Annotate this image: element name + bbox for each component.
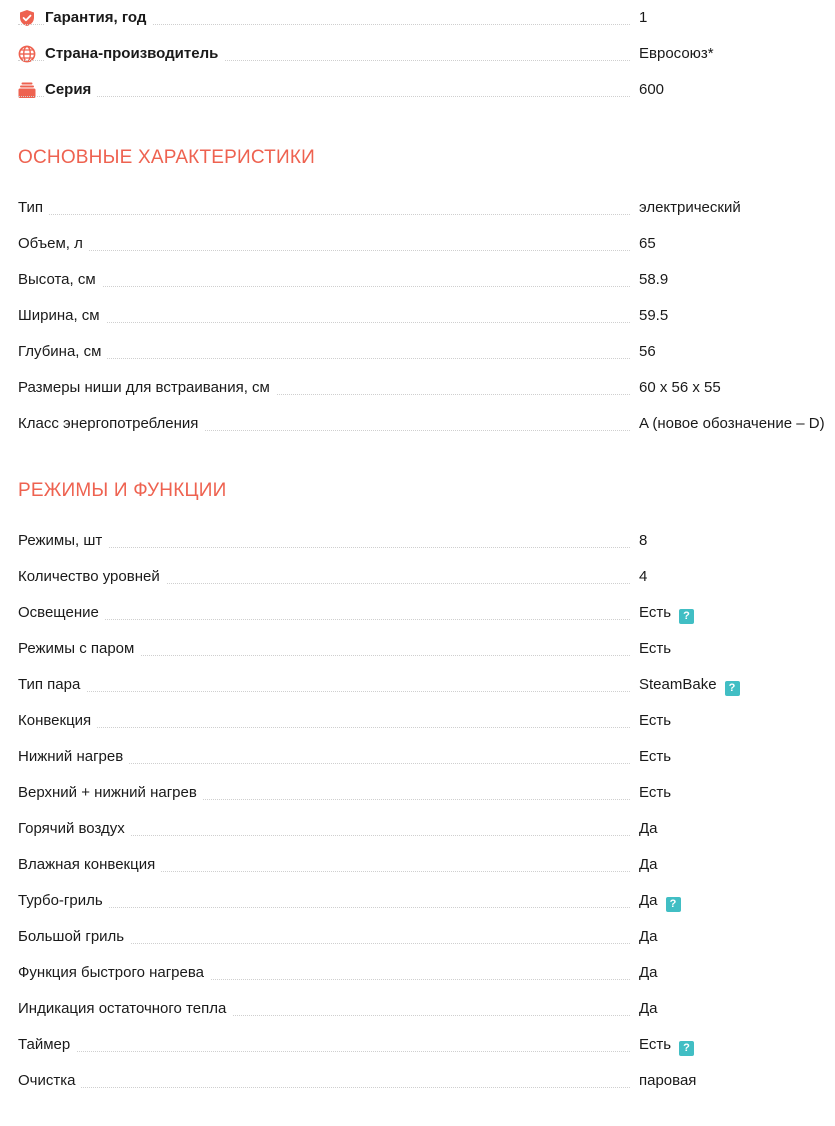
spec-value: 1 [639,9,648,26]
spec-row [18,991,835,1027]
spec-label: Глубина, см [18,334,107,370]
dotted-leader [18,727,630,728]
spec-row [18,595,835,631]
spec-row [18,370,835,406]
spec-value [639,667,740,703]
spec-label: Очистка [18,1063,81,1099]
spec-value: 600 [639,81,665,98]
spec-row [18,1063,835,1099]
spec-label: Турбо-гриль [18,883,109,919]
spec-row [18,262,835,298]
spec-row [18,775,835,811]
dotted-leader [18,286,630,287]
dotted-leader [18,1051,630,1052]
spec-row [18,631,835,667]
spec-label: Большой гриль [18,919,130,955]
spec-value: 59.5 [639,307,669,324]
dotted-leader [18,1087,630,1088]
spec-label: Страна-производитель [45,36,224,72]
spec-label: Таймер [18,1027,76,1063]
dotted-leader [18,619,630,620]
spec-label: Класс энергопотребления [18,406,204,442]
spec-label: Режимы, шт [18,523,108,559]
spec-value: Да [639,1000,658,1017]
spec-value: 65 [639,235,656,252]
dotted-leader [18,547,630,548]
spec-value: паровая [639,1072,697,1089]
dotted-leader [18,691,630,692]
spec-row [18,523,835,559]
spec-row [18,955,835,991]
spec-label: Горячий воздух [18,811,131,847]
spec-label: Режимы с паром [18,631,140,667]
spec-row [18,847,835,883]
spec-label: Серия [45,72,97,108]
spec-row [18,334,835,370]
spec-value: Есть [639,712,672,729]
spec-value [639,883,681,919]
spec-row [18,406,835,442]
spec-row [18,811,835,847]
dotted-leader [18,358,630,359]
spec-value-text: SteamBake [639,676,717,693]
spec-row [18,739,835,775]
spec-label: Индикация остаточного тепла [18,991,232,1027]
spec-value: Есть [639,784,672,801]
spec-row-series [18,72,835,108]
spec-value: электрический [639,199,741,216]
spec-value: A (новое обозначение – D) [639,415,825,432]
dotted-leader [18,907,630,908]
spec-value: 58.9 [639,271,669,288]
spec-value-text: Есть [639,1036,672,1053]
spec-label: Размеры ниши для встраивания, см [18,370,276,406]
spec-label: Высота, см [18,262,102,298]
spec-row [18,1027,835,1063]
dotted-leader [18,250,630,251]
spec-value: 56 [639,343,656,360]
spec-label: Количество уровней [18,559,166,595]
help-question-icon[interactable]: ? [666,897,681,912]
spec-row-warranty [18,0,835,36]
spec-row [18,919,835,955]
spec-value: Есть [639,640,672,657]
spec-value: Да [639,856,658,873]
spec-label: Ширина, см [18,298,106,334]
spec-value [639,595,694,631]
spec-value: Да [639,820,658,837]
spec-label: Освещение [18,595,105,631]
spec-row [18,226,835,262]
spec-row-country [18,36,835,72]
spec-label: Тип пара [18,667,86,703]
spec-value: 60 x 56 x 55 [639,379,721,396]
spec-label: Гарантия, год [45,0,152,36]
spec-value: Да [639,928,658,945]
spec-row [18,883,835,919]
spec-label: Нижний нагрев [18,739,129,775]
spec-value-text: Да [639,892,658,909]
spec-label: Верхний + нижний нагрев [18,775,203,811]
dotted-leader [18,322,630,323]
spec-row [18,190,835,226]
spec-value: Евросоюз* [639,45,714,62]
spec-row [18,559,835,595]
dotted-leader [18,96,630,97]
section-title-modes: РЕЖИМЫ И ФУНКЦИИ [18,480,227,501]
spec-value: 4 [639,568,648,585]
spec-row [18,667,835,703]
help-question-icon[interactable]: ? [725,681,740,696]
spec-row [18,298,835,334]
help-question-icon[interactable]: ? [679,1041,694,1056]
spec-label: Конвекция [18,703,97,739]
spec-value [639,1027,694,1063]
section-title-main: ОСНОВНЫЕ ХАРАКТЕРИСТИКИ [18,147,315,168]
spec-label: Влажная конвекция [18,847,161,883]
spec-value: Да [639,964,658,981]
spec-label: Тип [18,190,49,226]
spec-value: Есть [639,748,672,765]
spec-value-text: Есть [639,604,672,621]
spec-label: Объем, л [18,226,89,262]
spec-label: Функция быстрого нагрева [18,955,210,991]
help-question-icon[interactable]: ? [679,609,694,624]
spec-row [18,703,835,739]
dotted-leader [18,214,630,215]
spec-value: 8 [639,532,648,549]
